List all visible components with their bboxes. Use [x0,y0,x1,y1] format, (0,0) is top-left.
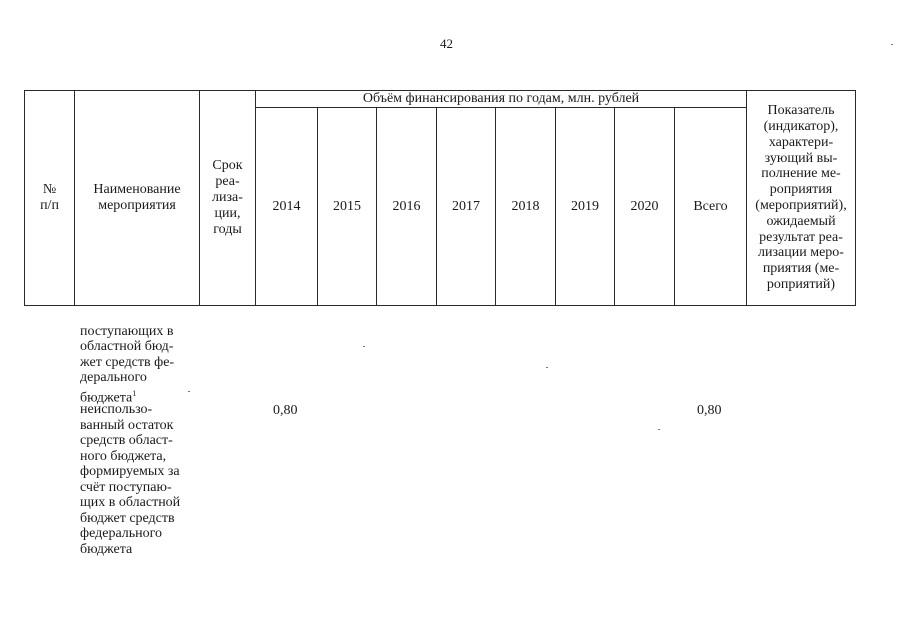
header-year-2014: 2014 [272,198,301,214]
header-year-2015: 2015 [333,198,361,214]
page-number: 42 [440,36,453,51]
scan-speck [363,346,365,347]
header-funding-title: Объём финансирования по годам, млн. рублей [362,91,640,106]
scan-speck [188,391,190,392]
header-term: Срок реа- лиза- ции, годы [212,158,243,237]
scan-speck [891,44,893,45]
row-1-name-text: поступающих в областной бюд- жет средств фе- дерального бюджета [80,323,175,406]
header-number: № п/п [40,182,59,213]
header-total: Всего [693,198,728,214]
header-year-2019: 2019 [571,198,599,214]
header-year-2018: 2018 [511,198,540,214]
header-year-2017: 2017 [452,198,480,214]
scan-speck [658,429,660,430]
table-border-bottom [24,305,856,306]
table-header [24,90,856,306]
header-indicator: Показатель (индикатор), характери- зующий вы- полнение ме- роприятия (мероприятий), ожидаемый результат реа- лизации меро- приятия (ме- роприятий) [755,103,847,292]
row-2-name: неиспользо- ванный остаток средств област- ного бюджета, формируемых за счёт поступаю- щих в областной бюджет средств федерального бюджета [80,402,181,557]
footnote-marker: 1 [132,388,137,398]
header-name: Наименование мероприятия [93,182,181,213]
header-year-2020: 2020 [630,198,659,214]
row-2-value-2014: 0,80 [273,403,298,418]
scan-speck [546,367,548,368]
row-1-name [80,308,210,406]
header-year-2016: 2016 [392,198,421,214]
row-2-total: 0,80 [697,403,722,418]
table-border-right [855,90,856,306]
